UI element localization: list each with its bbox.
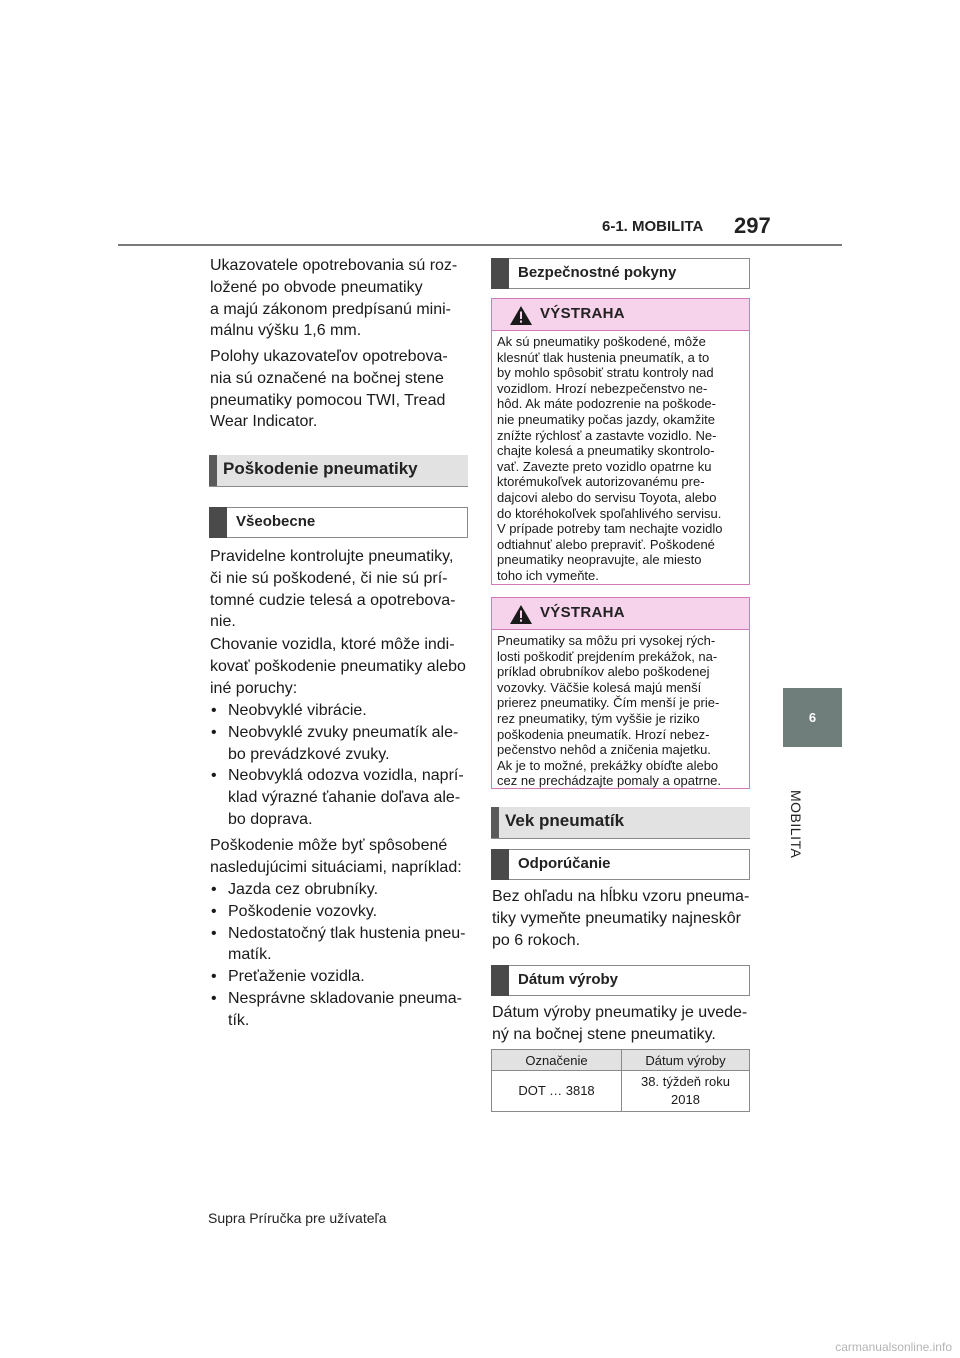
- text-line: Dátum výroby pneumatiky je uvede-: [492, 1004, 748, 1021]
- production-date-table: [491, 1049, 750, 1112]
- table-cell: 38. týždeň roku 2018: [622, 1071, 750, 1112]
- section-heading-text: Poškodenie pneumatiky: [223, 459, 418, 478]
- subheading-bar: [209, 507, 227, 538]
- text-line: Bez ohľadu na hĺbku vzoru pneuma-: [492, 888, 750, 905]
- chapter-label: [770, 790, 820, 859]
- list-item: • Nesprávne skladovanie pneuma- tík.: [210, 988, 465, 1032]
- page-number: 297: [734, 213, 771, 238]
- text-line: Wear Indicator.: [210, 413, 318, 431]
- paragraph-production-date: [492, 1002, 747, 1046]
- text-line: či nie sú poškodené, či nie sú prí-: [210, 569, 448, 587]
- list-item: • Jazda cez obrubníky.: [210, 879, 465, 901]
- heading-bar: [209, 455, 217, 486]
- warning-header: [492, 299, 749, 331]
- footer-text: Supra Príručka pre užívateľa: [208, 1210, 387, 1226]
- text-line: málnu výšku 1,6 mm.: [210, 322, 362, 340]
- subheading-bar: [491, 849, 509, 880]
- list-item: • Preťaženie vozidla.: [210, 966, 465, 988]
- heading-bar: [491, 807, 499, 838]
- text-line: Pravidelne kontrolujte pneumatiky,: [210, 548, 454, 565]
- header-divider: [118, 244, 842, 246]
- table-cell: DOT … 3818: [492, 1071, 622, 1112]
- subheading-production-date: [491, 965, 750, 996]
- bullet-list-symptoms: [210, 700, 464, 831]
- subheading-bar: [491, 965, 509, 996]
- chapter-label-text: MOBILITA: [788, 790, 804, 859]
- table-header-cell: Dátum výroby: [622, 1050, 750, 1071]
- warning-title: VÝSTRAHA: [540, 604, 625, 621]
- text-line: ný na bočnej stene pneumatiky.: [492, 1025, 716, 1043]
- warning-triangle-icon: [510, 605, 532, 624]
- paragraph-damage-causes: [210, 835, 462, 879]
- subheading-text: Odporúčanie: [518, 855, 611, 872]
- text-line: ložené po obvode pneumatiky: [210, 278, 423, 296]
- warning-header: [492, 598, 749, 630]
- text-line: Polohy ukazovateľov opotrebova-: [210, 348, 448, 365]
- text-line: po 6 rokoch.: [492, 931, 581, 949]
- list-item: • Neobvyklé zvuky pneumatík ale- bo prevádzkové zvuky.: [210, 722, 464, 766]
- subheading-safety: [491, 258, 750, 289]
- warning-title: VÝSTRAHA: [540, 305, 625, 322]
- subheading-text: Dátum výroby: [518, 971, 619, 988]
- text-line: kovať poškodenie pneumatiky alebo: [210, 657, 466, 675]
- intro-paragraph-2: [210, 346, 448, 433]
- text-line: tiky vymeňte pneumatiky najneskôr: [492, 909, 741, 927]
- text-line: nie.: [210, 613, 236, 631]
- table-header-row: [492, 1050, 750, 1071]
- text-line: nasledujúcimi situáciami, napríklad:: [210, 858, 462, 876]
- subheading-text: Bezpečnostné pokyny: [518, 264, 677, 281]
- watermark: carmanualsonline.info: [835, 1340, 952, 1354]
- paragraph-recommendation: [492, 886, 749, 951]
- paragraph-check-tires: [210, 546, 455, 633]
- subheading-bar: [491, 258, 509, 289]
- warning-triangle-icon: [510, 306, 532, 325]
- text-line: nia sú označené na bočnej stene: [210, 369, 444, 387]
- bullet-list-causes: [210, 879, 465, 1032]
- text-line: tomné cudzie telesá a opotrebova-: [210, 591, 456, 609]
- text-line: a majú zákonom predpísanú mini-: [210, 300, 452, 318]
- list-item: • Poškodenie vozovky.: [210, 901, 465, 923]
- text-line: Ukazovatele opotrebovania sú roz-: [210, 257, 458, 274]
- warning-box-1: [491, 298, 750, 585]
- list-item: • Neobvyklé vibrácie.: [210, 700, 464, 722]
- paragraph-vehicle-behavior: [210, 634, 466, 699]
- subheading-text: Všeobecne: [236, 513, 316, 530]
- text-line: Poškodenie môže byť spôsobené: [210, 837, 448, 854]
- warning-box-2: [491, 597, 750, 789]
- table-row: [492, 1071, 750, 1112]
- chapter-tab: [783, 688, 842, 747]
- intro-paragraph-1: [210, 255, 457, 342]
- chapter-number: 6: [808, 710, 817, 725]
- section-heading-tire-damage: [209, 455, 468, 487]
- section-heading-text: Vek pneumatík: [505, 811, 625, 830]
- list-item: • Neobvyklá odozva vozidla, naprí- klad výrazné ťahanie doľava ale- bo doprava.: [210, 765, 464, 830]
- table-header-cell: Označenie: [492, 1050, 622, 1071]
- list-item: • Nedostatočný tlak hustenia pneu- matík.: [210, 923, 465, 967]
- text-line: pneumatiky pomocou TWI, Tread: [210, 391, 446, 409]
- text-line: Chovanie vozidla, ktoré môže indi-: [210, 636, 455, 653]
- section-heading-tire-age: [491, 807, 750, 839]
- subheading-general: [209, 507, 468, 538]
- warning-text: Ak sú pneumatiky poškodené, môže klesnúť tlak hustenia pneumatík, a to by mohlo spôsobiť stratu kontroly nad vozidlom. Hrozí nebezpečenstvo ne- hôd. Ak máte podozrenie na poškode- nie pneumatiky počas jazdy, okamžite znížte rýchlosť a zastavte vozidlo. Ne- chajte kolesá a pneumatiky skontrolo- vať. Zavezte preto vozidlo opatrne ku ktorémukoľvek autorizovanému pre- dajcovi alebo do servisu Toyota, alebo do ktoréhokoľvek spoľahlivého servisu. V prípade potreby tam nechajte vozidlo odtiahnuť alebo prepraviť. Poškodené pneumatiky neopravujte, ale miesto toho ich vymeňte.: [497, 334, 723, 583]
- section-title: 6-1. MOBILITA: [602, 218, 704, 235]
- text-line: iné poruchy:: [210, 679, 298, 697]
- subheading-recommendation: [491, 849, 750, 880]
- warning-text: Pneumatiky sa môžu pri vysokej rých- losti poškodiť prejdením prekážok, na- príklad obrubníkov alebo poškodenej vozovky. Väčšie kolesá majú menší prierez pneumatiky. Čím menší je prie- rez pneumatiky, tým vyššie je riziko poškodenia pneumatík. Hrozí nebez- pečenstvo nehôd a zničenia majetku. Ak je to možné, prekážky obíďte alebo cez ne prechádzajte pomaly a opatrne.: [497, 633, 722, 789]
